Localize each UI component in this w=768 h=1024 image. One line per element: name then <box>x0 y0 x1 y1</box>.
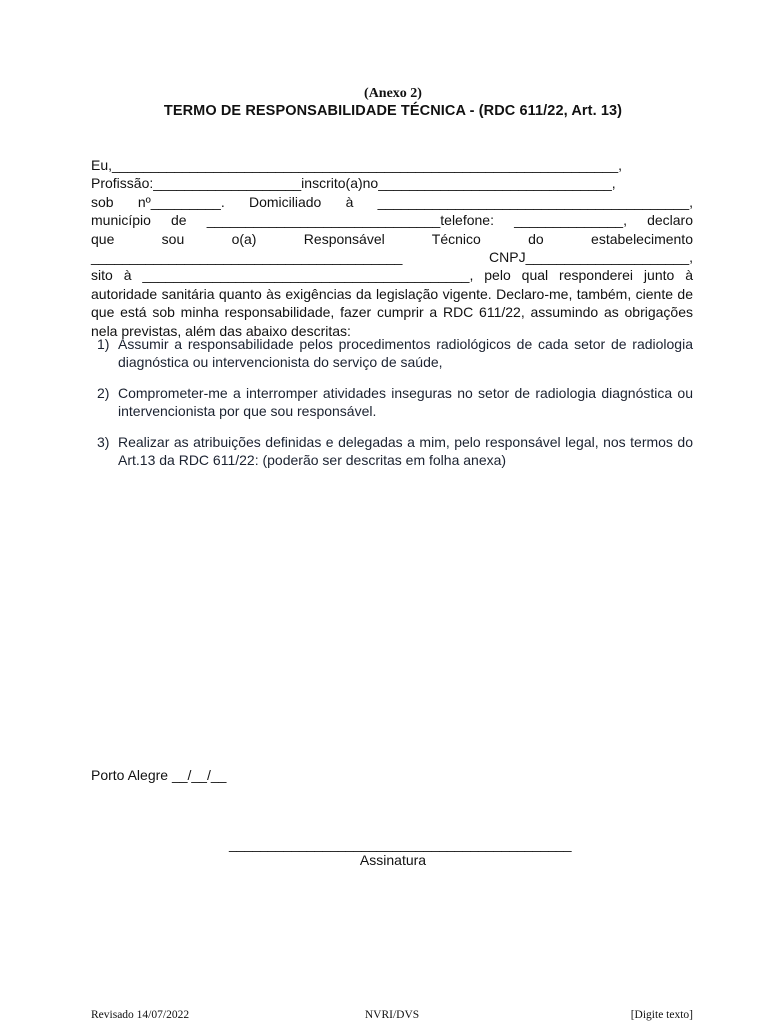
signature-label: Assinatura <box>359 852 427 868</box>
list-item-number: 2) <box>97 384 110 401</box>
place-date: Porto Alegre __/__/__ <box>91 767 227 783</box>
annex-label: (Anexo 2) <box>364 86 422 101</box>
list-item <box>91 433 693 470</box>
declaration-body <box>91 156 693 340</box>
list-item-text: Realizar as atribuições definidas e delegadas a mim, pelo responsável legal, nos termos do Art.13 da RDC 611/22: (poderão ser descritas em folha anexa) <box>118 433 693 469</box>
declaration-line: Profissão:___________________inscrito(a)no______________________________, <box>91 175 616 192</box>
declaration-line: Eu,_________________________________________________________________, <box>91 157 623 173</box>
declaration-line: sito à __________________________________________, pelo qual responderei junto à <box>91 267 693 284</box>
declaration-line: município de ______________________________telefone: ______________, declaro <box>91 212 693 229</box>
list-item <box>91 335 693 372</box>
list-item-number: 1) <box>97 336 110 352</box>
document-title: TERMO DE RESPONSABILIDADE TÉCNICA - (RDC 611/22, Art. 13) <box>163 103 623 119</box>
list-item-text: Assumir a responsabilidade pelos procedimentos radiológicos de cada setor de radiologia diagnóstica ou intervencionista do serviço de saúde, <box>118 336 693 371</box>
obligations-list <box>91 335 693 469</box>
list-item-number: 3) <box>97 433 110 450</box>
footer-department: NVRI/DVS <box>364 1009 420 1021</box>
footer-placeholder: [Digite texto] <box>630 1009 693 1021</box>
declaration-line: sob nº_________. Domiciliado à ________________________________________, <box>91 193 693 210</box>
declaration-line: que sou o(a) Responsável Técnico do estabelecimento <box>91 230 693 247</box>
list-item-text: Comprometer-me a interromper atividades inseguras no setor de radiologia diagnóstica ou intervencionista por que sou responsável. <box>118 384 693 420</box>
declaration-closing: autoridade sanitária quanto às exigências da legislação vigente. Declaro-me, também, ciente de que está sob minha responsabilidade, fazer cumprir a RDC 611/22, assumindo as obrigações nela previstas, além das abaixo descritas: <box>91 285 693 339</box>
list-item <box>91 384 693 421</box>
signature-line: ____________________________________________ <box>229 836 572 852</box>
footer-revised: Revisado 14/07/2022 <box>91 1009 190 1021</box>
declaration-line: ________________________________________ CNPJ_____________________, <box>91 249 693 266</box>
